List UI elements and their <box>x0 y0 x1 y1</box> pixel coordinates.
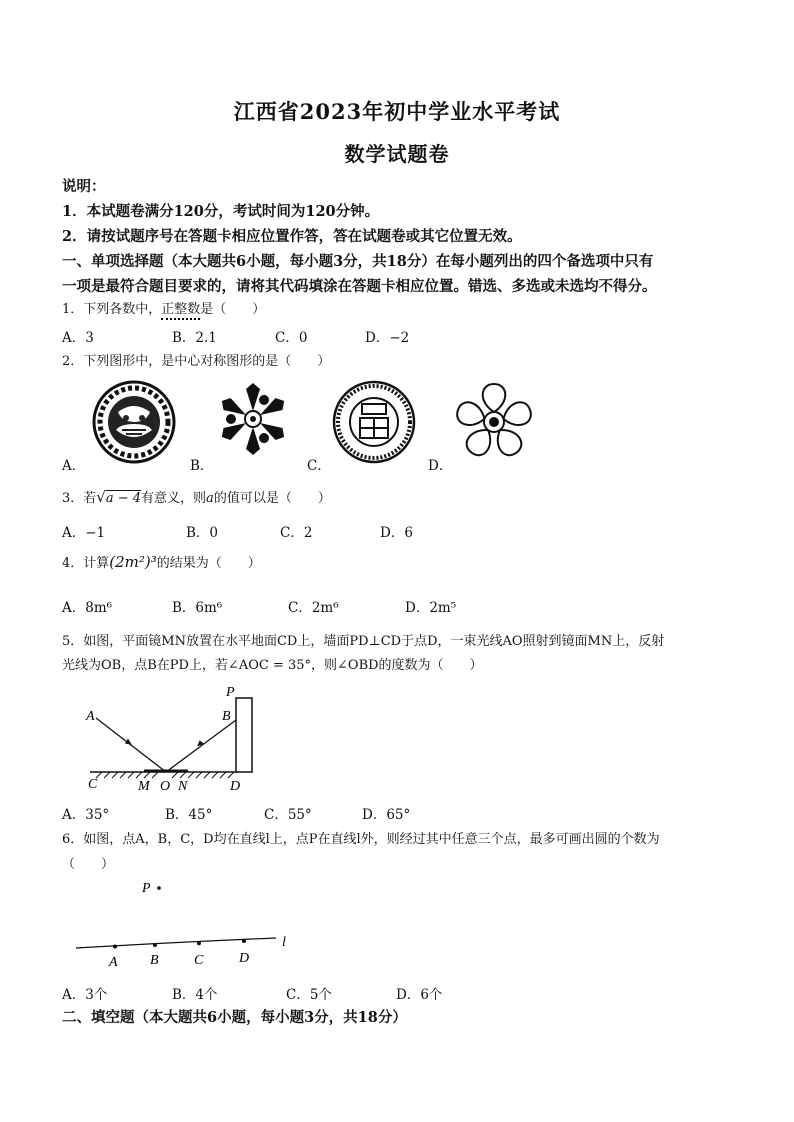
q3-suffix: 的值可以是（ ） <box>213 491 331 506</box>
q2-figure-d <box>452 380 536 460</box>
q2-option-b: B． <box>190 458 214 474</box>
q5-stem-line1: 5．如图，平面镜MN放置在水平地面CD上，墙面PD⊥CD于点D，一束光线AO照射到镜面MN上，反射 <box>62 634 665 649</box>
label-d: D <box>230 779 241 794</box>
q5-stem-line2: 光线为OB，点B在PD上，若∠AOC = 35°，则∠OBD的度数为（ ） <box>62 658 483 673</box>
label-c: C <box>194 953 204 968</box>
q5-option-c: C．55° <box>264 807 312 823</box>
q6-stem-line1: 6．如图，点A，B，C，D均在直线l上，点P在直线l外，则经过其中任意三个点，最多可画出圆的个数为 <box>62 832 660 847</box>
q1-stem <box>62 298 265 317</box>
point-c <box>197 941 201 945</box>
point-d <box>242 939 246 943</box>
label-n: N <box>178 779 188 794</box>
point-b <box>153 943 157 947</box>
wall-pd <box>236 698 252 772</box>
q2-figure-a <box>92 380 176 464</box>
notes-item-1: 1．本试题卷满分120分，考试时间为120分钟。 <box>62 203 380 220</box>
q1-option-d: D．−2 <box>365 330 410 346</box>
label-c: C <box>88 777 98 792</box>
ray-ao <box>96 718 166 772</box>
q1-prefix: 1．下列各数中， <box>62 302 162 317</box>
label-a: A <box>86 709 95 724</box>
q6-option-a: A．3个 <box>62 987 108 1003</box>
q6-option-c: C．5个 <box>286 987 332 1003</box>
label-b: B <box>222 709 231 724</box>
ground-hatching <box>96 772 234 778</box>
label-o: O <box>160 779 171 794</box>
q4-option-a: A．8m⁶ <box>62 600 113 616</box>
exam-title: 江西省2023年初中学业水平考试 <box>233 99 561 124</box>
q1-suffix: 是（ ） <box>200 302 266 317</box>
q3-variable: a <box>206 491 214 506</box>
point-a <box>113 945 117 949</box>
q1-option-c: C．0 <box>275 330 308 346</box>
q6-figure <box>70 876 300 972</box>
q2-figure-c <box>332 380 416 464</box>
q4-option-d: D．2m⁵ <box>405 600 457 616</box>
q3-option-c: C．2 <box>280 525 313 541</box>
q5-option-d: D．65° <box>362 807 411 823</box>
ray-ob <box>166 720 236 772</box>
q6-option-d: D．6个 <box>396 987 443 1003</box>
label-a: A <box>109 955 118 970</box>
notes-item-2: 2．请按试题序号在答题卡相应位置作答，答在试题卷或其它位置无效。 <box>62 228 522 245</box>
q4-option-c: C．2m⁶ <box>288 600 339 616</box>
q4-suffix: 的结果为（ ） <box>156 556 261 571</box>
q3-middle: 有意义，则 <box>141 491 207 506</box>
q5-option-a: A．35° <box>62 807 110 823</box>
q3-radicand: a − 4 <box>105 491 142 506</box>
q2-option-a: A． <box>62 458 86 474</box>
q2-option-c: C． <box>307 458 331 474</box>
q3-prefix: 3．若 <box>62 491 97 506</box>
q2-stem: 2．下列图形中，是中心对称图形的是（ ） <box>62 354 331 369</box>
q4-expression: (2m²)³ <box>109 553 157 571</box>
section1-heading-line2: 一项是最符合题目要求的，请将其代码填涂在答题卡相应位置。错选、多选或未选均不得分。 <box>62 278 657 295</box>
label-m: M <box>138 779 150 794</box>
section2-heading: 二、填空题（本大题共6小题，每小题3分，共18分） <box>62 1009 407 1026</box>
notes-label: 说明： <box>62 178 106 195</box>
section1-heading-line1: 一、单项选择题（本大题共6小题，每小题3分，共18分）在每小题列出的四个备选项中只有 <box>62 253 654 270</box>
ray-ob-arrow <box>197 740 204 747</box>
label-p: P <box>226 685 235 700</box>
sqrt-sign: √ <box>96 488 106 506</box>
label-b: B <box>150 953 159 968</box>
q4-stem <box>62 552 261 571</box>
exam-subtitle: 数学试题卷 <box>344 142 450 166</box>
q6-stem-line2: （ ） <box>62 857 115 872</box>
q2-option-d: D． <box>428 458 453 474</box>
point-p <box>157 886 161 890</box>
q3-option-d: D．6 <box>380 525 413 541</box>
q6-option-b: B．4个 <box>172 987 218 1003</box>
label-l: l <box>282 935 286 950</box>
q4-prefix: 4．计算 <box>62 556 110 571</box>
q4-option-b: B．6m⁶ <box>172 600 223 616</box>
q5-figure <box>80 682 260 794</box>
q1-option-a: A．3 <box>62 330 94 346</box>
line-l <box>76 938 276 948</box>
q3-option-b: B．0 <box>186 525 219 541</box>
q3-option-a: A．−1 <box>62 525 106 541</box>
q3-stem <box>62 487 331 506</box>
q1-option-b: B．2.1 <box>172 330 217 346</box>
label-p: P <box>142 881 151 896</box>
q1-emphasis: 正整数 <box>161 302 200 320</box>
label-d: D <box>239 951 250 966</box>
q5-option-b: B．45° <box>165 807 213 823</box>
ray-ao-arrow <box>125 739 132 746</box>
q2-figure-b <box>214 380 292 458</box>
